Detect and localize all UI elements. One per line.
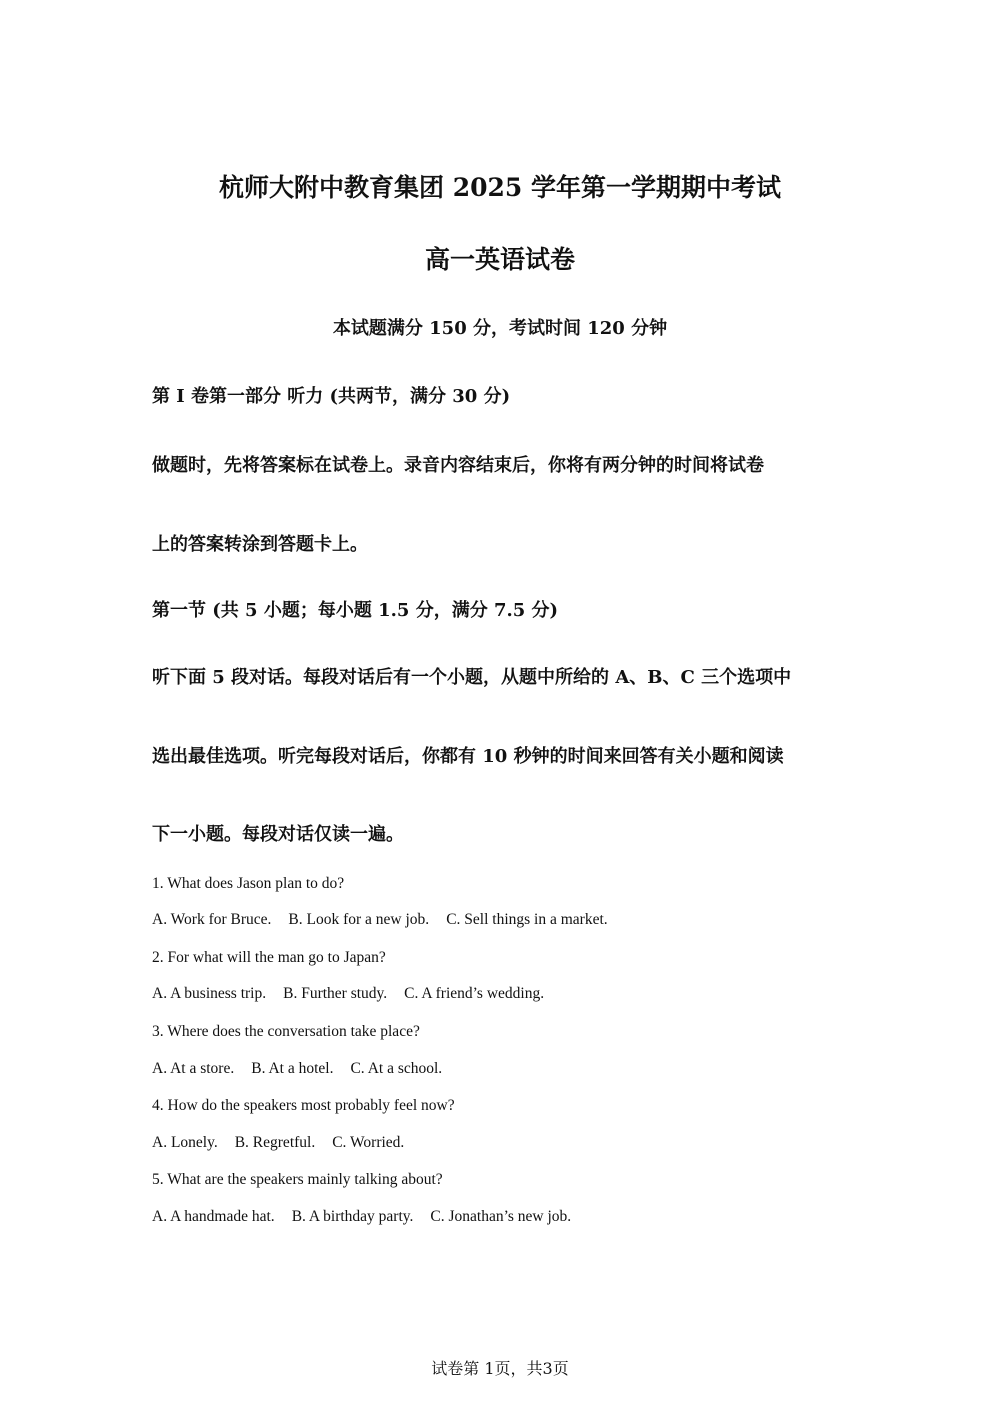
section1-instruction-line-3: 下一小题。每段对话仅读一遍。 [152, 824, 404, 845]
question-3: 3. Where does the conversation take place? [152, 1023, 420, 1040]
option-a: A. Work for Bruce. [152, 911, 272, 928]
option-c: C. Sell things in a market. [446, 911, 608, 928]
option-c: C. Worried. [332, 1134, 405, 1151]
option-b: B. Regretful. [234, 1134, 316, 1151]
section1-heading: 第一节 (共 5 小题；每小题 1.5 分，满分 7.5 分) [152, 600, 559, 621]
question-2: 2. For what will the man go to Japan? [152, 949, 386, 966]
question-5: 5. What are the speakers mainly talking about? [152, 1171, 443, 1188]
part1-instruction-line-2: 上的答案转涂到答题卡上。 [152, 534, 368, 555]
option-a: A. At a store. [152, 1060, 235, 1077]
exam-subtitle: 高一英语试卷 [424, 245, 575, 274]
option-c: C. Jonathan’s new job. [430, 1208, 572, 1225]
option-a: A. A business trip. [152, 985, 267, 1002]
question-3-options [152, 1060, 852, 1078]
part1-instruction-line-1: 做题时，先将答案标在试卷上。录音内容结束后，你将有两分钟的时间将试卷 [152, 455, 764, 476]
option-c: C. At a school. [350, 1060, 443, 1077]
section1-instruction-line-2: 选出最佳选项。听完每段对话后，你都有 10 秒钟的时间来回答有关小题和阅读 [152, 746, 784, 767]
page-footer: 试卷第 1页，共3页 [431, 1359, 569, 1378]
question-4: 4. How do the speakers most probably feel now? [152, 1097, 455, 1114]
question-1: 1. What does Jason plan to do? [152, 875, 345, 892]
option-b: B. A birthday party. [291, 1208, 414, 1225]
question-4-options [152, 1134, 852, 1152]
option-a: A. Lonely. [152, 1134, 218, 1151]
option-b: B. At a hotel. [251, 1060, 334, 1077]
option-a: A. A handmade hat. [152, 1208, 275, 1225]
exam-title: 杭师大附中教育集团 2025 学年第一学期期中考试 [219, 173, 781, 202]
part1-heading: 第 I 卷第一部分 听力 (共两节，满分 30 分) [152, 386, 511, 407]
question-5-options [152, 1208, 852, 1226]
option-b: B. Look for a new job. [288, 911, 430, 928]
option-c: C. A friend’s wedding. [404, 985, 545, 1002]
option-b: B. Further study. [283, 985, 388, 1002]
question-2-options [152, 985, 852, 1003]
exam-info: 本试题满分 150 分，考试时间 120 分钟 [332, 318, 668, 339]
section1-instruction-line-1: 听下面 5 段对话。每段对话后有一个小题，从题中所给的 A、B、C 三个选项中 [152, 667, 792, 688]
question-1-options [152, 911, 852, 929]
